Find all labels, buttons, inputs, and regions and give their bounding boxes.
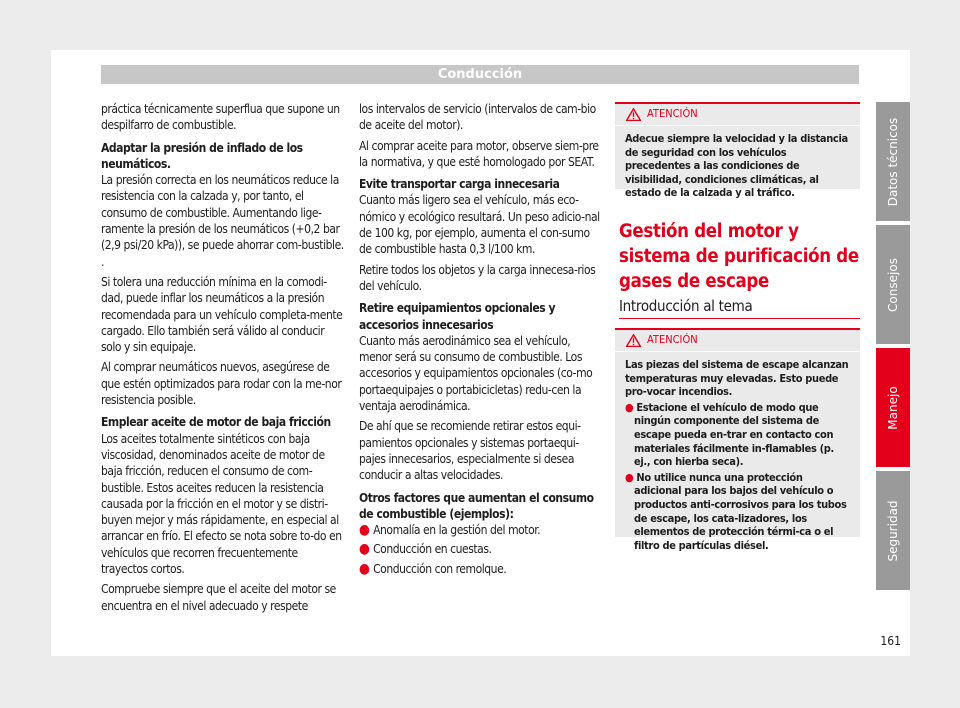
list-item — [359, 561, 602, 577]
tab-datos-tecnicos[interactable] — [876, 102, 910, 221]
paragraph: Cuanto más aerodinámico sea el vehículo, menor será su consumo de combustible. Los accesorios y equipamientos opcionales (co-mo portaequipajes o portabicicletas) redu-cen la ventaja aerodinámica. — [359, 333, 593, 414]
list-item-text: Conducción en cuestas. — [373, 542, 492, 557]
tab-label: Consejos — [886, 257, 900, 312]
heading-other-factors: Otros factores que aumentan el consumo de combustible (ejemplos): — [359, 490, 594, 521]
paragraph: Los aceites totalmente sintéticos con baja viscosidad, denominados aceite de motor de baja fricción, reducen el consumo de com-bustible. Estos aceites reducen la resistencia causada por la fricción en el motor y se distri-buyen mejor y más rápidamente, en especial al arrancar en frío. El efecto se nota sobre to-do en vehículos que recorren frecuentemente trayectos cortos. — [101, 431, 342, 577]
heading-tire-pressure: Adaptar la presión de inflado de los neumáticos. — [101, 140, 303, 171]
warning-triangle-icon — [626, 334, 641, 347]
warning-list-item — [625, 471, 852, 553]
column-1 — [101, 101, 346, 618]
tab-consejos[interactable] — [876, 225, 910, 344]
paragraph: Retire todos los objetos y la carga innecesa-rios del vehículo. — [359, 262, 596, 293]
warning-list-text: No utilice nunca una protección adicional para los bajos del vehículo o productos anti-corrosivos para los tubos de escape, los cata-lizadores, los elementos de protección térmi-ca o el filtro de partículas diésel. — [634, 470, 847, 552]
warning-box-speed — [615, 102, 860, 200]
paragraph: práctica técnicamente superflua que supone un despilfarro de combustible. — [101, 102, 340, 133]
paragraph: Cuanto más ligero sea el vehículo, más eco-nómico y ecológico resultará. Un peso adicio-nal de 100 kg, por ejemplo, aumenta el con-sumo de combustible hasta 0,3 l/100 km. — [359, 193, 600, 257]
bullet-icon: ● — [359, 522, 374, 539]
paragraph: Si tolera una reducción mínima en la comodi-dad, puede inflar los neumáticos a la presión recomendada para un vehículo completa-mente cargado. Ello también será válido al conducir solo y sin equipaje. — [101, 274, 343, 355]
page-number: 161 — [880, 634, 901, 648]
bullet-icon: ● — [359, 560, 374, 577]
paragraph: Al comprar aceite para motor, observe siem-pre la normativa, y que esté homologado por SEAT. — [359, 138, 599, 169]
section-subtitle: Introducción al tema — [619, 297, 753, 315]
heading-low-friction-oil: Emplear aceite de motor de baja fricción — [101, 415, 331, 430]
list-item — [359, 541, 602, 557]
paragraph: Al comprar neumáticos nuevos, asegúrese de que estén optimizados para rodar con la me-nor resistencia posible. — [101, 360, 342, 408]
column-2 — [359, 101, 602, 580]
heading-avoid-load: Evite transportar carga innecesaria — [359, 177, 560, 192]
bullet-icon: ● — [359, 541, 374, 558]
section-title: Gestión del motor y sistema de purificación de gases de escape — [619, 221, 859, 292]
warning-text: Adecue siempre la velocidad y la distancia de seguridad con los vehículos precedentes a las condiciones de visibilidad, condiciones climáticas, al estado de la calzada y al tráfico. — [625, 132, 848, 200]
tab-label: Manejo — [886, 385, 900, 430]
paragraph: De ahí que se recomiende retirar estos equi-pamientos opcionales y sistemas portaequi-pajes innecesarios, especialmente si desea conducir a altas velocidades. — [359, 419, 581, 483]
tab-label: Seguridad — [886, 499, 900, 562]
paragraph: Compruebe siempre que el aceite del motor se encuentra en el nivel adecuado y respete — [101, 582, 336, 613]
paragraph: La presión correcta en los neumáticos reduce la resistencia con la calzada y, por tanto, el consumo de combustible. Aumentando lige-ramente la presión de los neumáticos (+0,2 bar (2,9 psi/20 kPa)), se puede ahorrar com-bustible. . — [101, 173, 344, 269]
warning-label: ATENCIÓN — [647, 333, 698, 346]
tab-manejo[interactable] — [876, 348, 910, 467]
tab-seguridad[interactable] — [876, 471, 910, 590]
warning-body — [615, 352, 860, 562]
bullet-icon: ● — [625, 470, 637, 484]
warning-label: ATENCIÓN — [647, 107, 698, 120]
heading-remove-accessories: Retire equipamientos opcionales y accesorios innecesarios — [359, 301, 556, 332]
subtitle-divider — [619, 318, 860, 319]
warning-header — [615, 330, 860, 352]
warning-list-text: Estacione el vehículo de modo que ningún componente del sistema de escape pueda en-trar en contacto con materiales fácilmente in-flamables (p. ej., con hierba seca). — [634, 400, 834, 469]
tab-label: Datos técnicos — [886, 117, 900, 206]
warning-box-exhaust — [615, 328, 860, 552]
warning-header — [615, 104, 860, 126]
warning-list-item — [625, 401, 852, 469]
warning-triangle-icon — [626, 108, 641, 121]
warning-body — [615, 126, 860, 210]
page-header: Conducción — [101, 65, 859, 84]
list-item — [359, 522, 602, 538]
list-item-text: Anomalía en la gestión del motor. — [373, 523, 541, 538]
paragraph: los intervalos de servicio (intervalos de cam-bio de aceite del motor). — [359, 102, 596, 133]
list-item-text: Conducción con remolque. — [373, 561, 507, 576]
warning-text: Las piezas del sistema de escape alcanzan temperaturas muy elevadas. Esto puede pro-vocar incendios. — [625, 358, 849, 399]
bullet-icon: ● — [625, 400, 637, 414]
